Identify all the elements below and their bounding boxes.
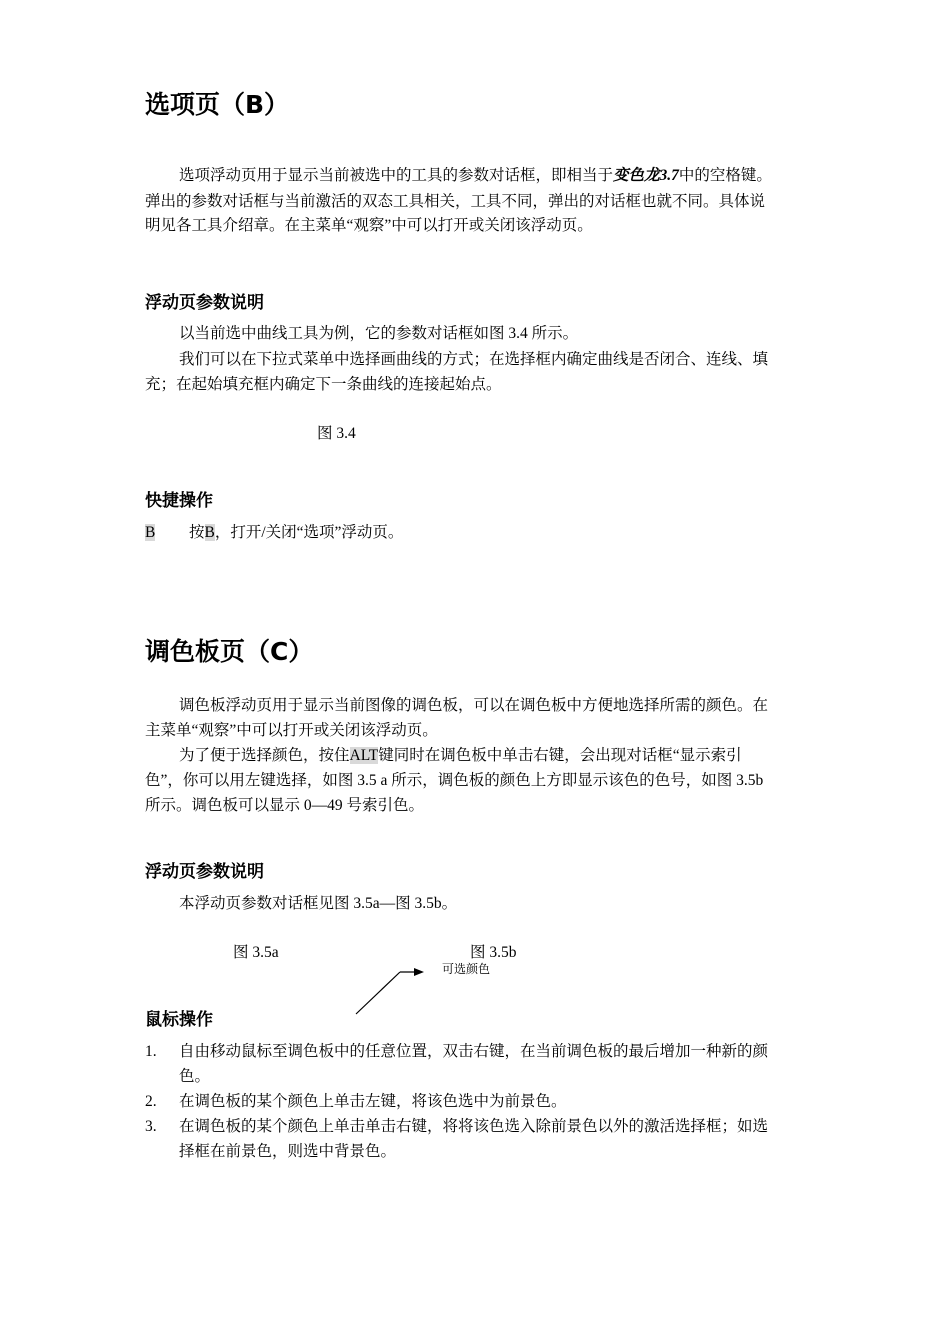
section-b-intro-line2: 弹出的参数对话框与当前激活的双态工具相关，工具不同，弹出的对话框也就不同。具体说	[145, 193, 766, 210]
section-b-intro-line1	[179, 164, 772, 188]
item-text: 在调色板的某个颜色上单击左键，将该色选中为前景色。	[179, 1093, 567, 1110]
figure-caption-3-5a: 图 3.5a	[233, 944, 279, 961]
annotation-label: 可选颜色	[442, 962, 491, 976]
section-b-shortcut-heading: 快捷操作	[145, 491, 213, 511]
item-text: 在调色板的某个颜色上单击单击右键，将将该色选入除前景色以外的激活选择框；如选	[179, 1118, 769, 1135]
alt-key: ALT	[349, 747, 379, 764]
shortcut-desc-post: ，打开/关闭“选项”浮动页。	[214, 524, 404, 541]
shortcut-row	[145, 521, 155, 545]
section-c-params-line: 本浮动页参数对话框见图 3.5a—图 3.5b。	[179, 895, 458, 912]
section-b-params-heading: 浮动页参数说明	[145, 293, 264, 313]
figure-caption-3-5b: 图 3.5b	[470, 944, 517, 961]
figure-caption-3-4: 图 3.4	[317, 425, 356, 442]
item-number: 2.	[145, 1093, 157, 1110]
section-c-intro-line5: 所示。调色板可以显示 0—49 号索引色。	[145, 797, 425, 814]
item-text: 自由移动鼠标至调色板中的任意位置，双击右键，在当前调色板的最后增加一种新的颜	[179, 1043, 769, 1060]
mouse-item-2	[145, 1090, 567, 1114]
mouse-item-1-cont: 色。	[179, 1068, 211, 1085]
shortcut-description	[189, 521, 403, 545]
intro-text: 选项浮动页用于显示当前被选中的工具的参数对话框，即相当于	[179, 167, 614, 184]
section-c-intro-line4: 色”，你可以用左键选择，如图 3.5 a 所示，调色板的颜色上方即显示该色的色号，如图 3.5b	[145, 772, 764, 789]
mouse-item-1	[145, 1040, 768, 1064]
section-c-intro-line2: 主菜单“观察”中可以打开或关闭该浮动页。	[145, 722, 438, 739]
item-number: 1.	[145, 1043, 157, 1060]
section-b-title: 选项页（B）	[145, 90, 290, 119]
mouse-item-3	[145, 1115, 768, 1139]
section-c-intro-line3	[179, 744, 742, 768]
section-b-params-line3: 充；在起始填充框内确定下一条曲线的连接起始点。	[145, 376, 502, 393]
section-b-intro-line3: 明见各工具介绍章。在主菜单“观察”中可以打开或关闭该浮动页。	[145, 217, 593, 234]
shortcut-key: B	[145, 524, 156, 541]
item-number: 3.	[145, 1118, 157, 1135]
shortcut-desc-key: B	[204, 524, 215, 541]
intro-c-pre: 为了便于选择颜色，按住	[179, 747, 350, 764]
section-c-params-heading: 浮动页参数说明	[145, 862, 264, 882]
section-c-title: 调色板页（C）	[145, 637, 314, 666]
section-b-params-line2: 我们可以在下拉式菜单中选择画曲线的方式；在选择框内确定曲线是否闭合、连线、填	[179, 351, 769, 368]
product-name: 变色龙3.7	[613, 167, 679, 184]
intro-text-end: 中的空格键。	[678, 167, 772, 184]
intro-c-post: 键同时在调色板中单击右键，会出现对话框“显示索引	[378, 747, 742, 764]
shortcut-desc-pre: 按	[189, 524, 205, 541]
mouse-item-3-cont: 择框在前景色，则选中背景色。	[179, 1143, 397, 1160]
section-c-intro-line1: 调色板浮动页用于显示当前图像的调色板，可以在调色板中方便地选择所需的颜色。在	[179, 697, 769, 714]
annotation-arrow	[350, 962, 430, 1018]
section-c-mouse-heading: 鼠标操作	[145, 1010, 213, 1030]
section-b-params-line1: 以当前选中曲线工具为例，它的参数对话框如图 3.4 所示。	[179, 325, 579, 342]
